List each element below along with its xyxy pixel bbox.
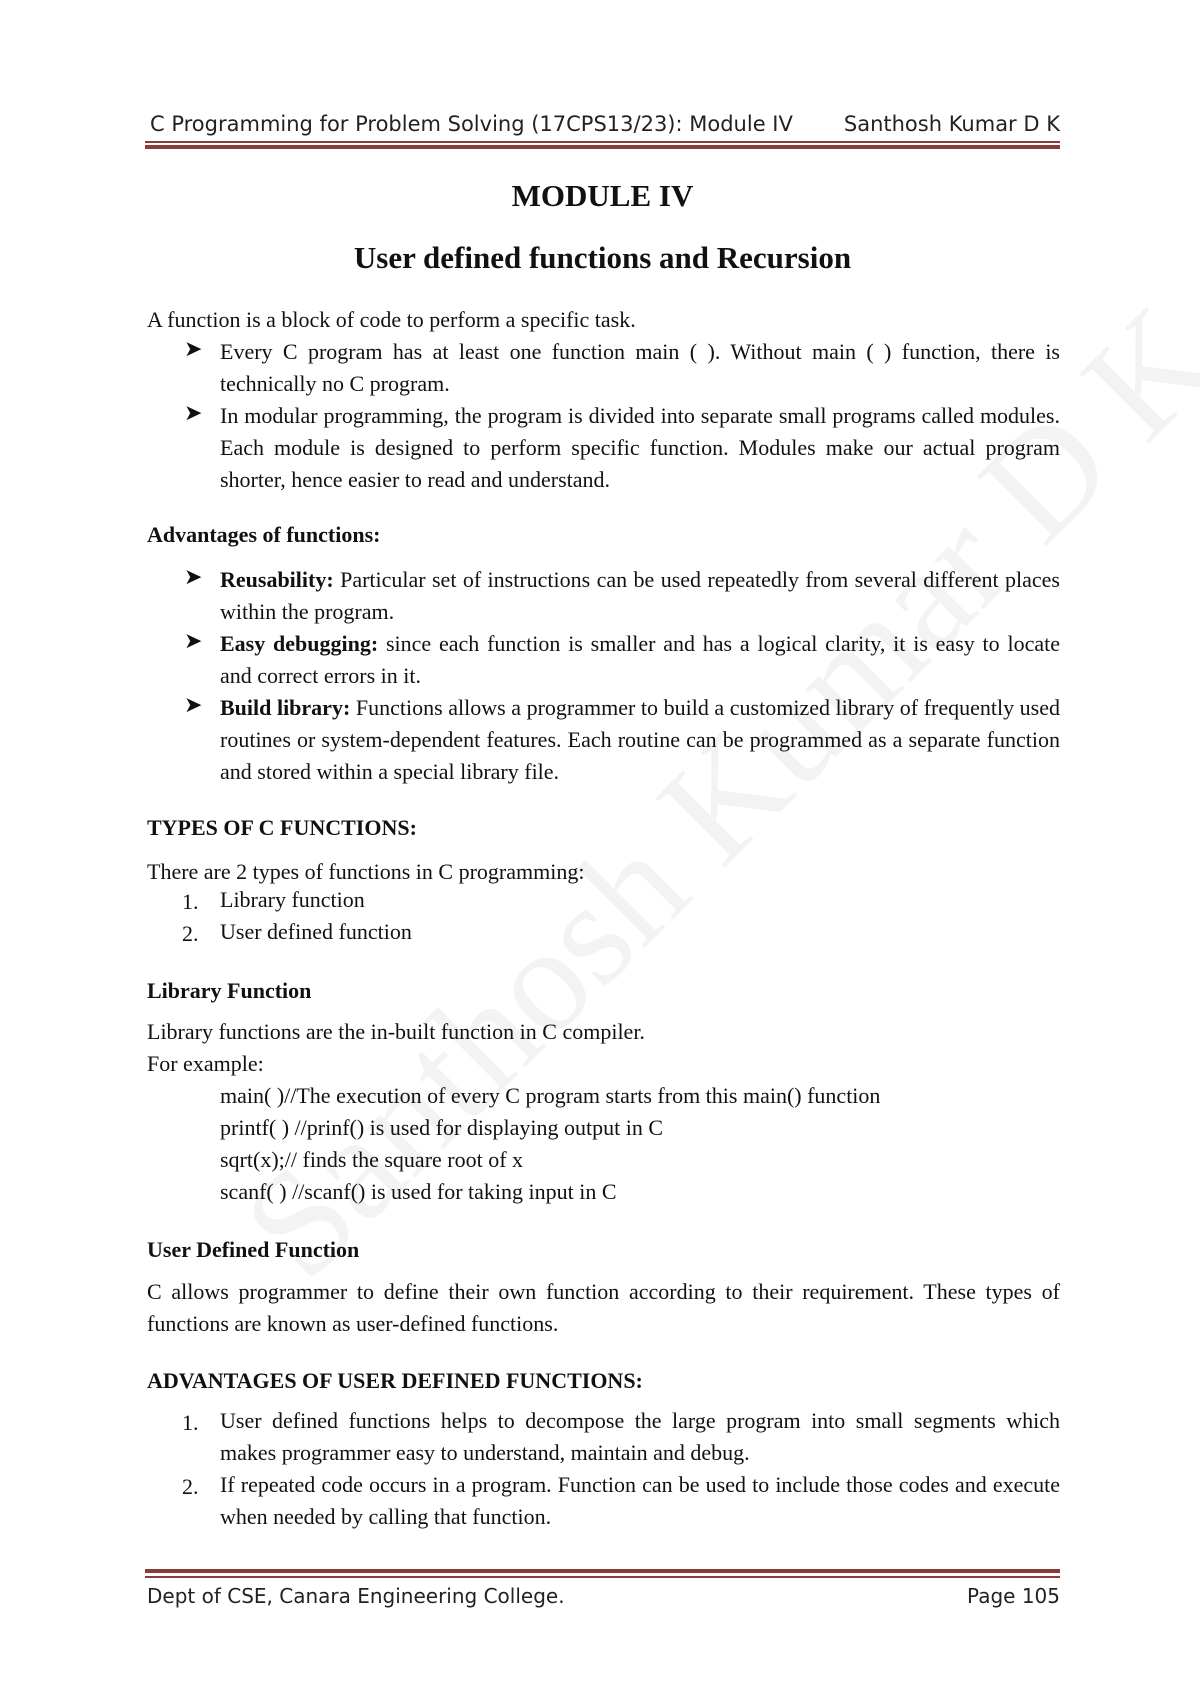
page-footer — [147, 1584, 1060, 1614]
arrow-bullet-icon: ➤ — [184, 336, 203, 361]
footer-rule-thick — [145, 1569, 1060, 1573]
page-number: Page 105 — [967, 1584, 1060, 1608]
list-number: 1. — [182, 889, 199, 914]
library-example: printf( ) //prinf() is used for displaying output in C — [220, 1115, 663, 1140]
types-item-library: Library function — [220, 887, 365, 912]
types-item-user-defined: User defined function — [220, 919, 412, 944]
list-number: 2. — [182, 921, 199, 946]
list-number: 1. — [182, 1410, 199, 1435]
module-title: MODULE IV — [511, 178, 694, 213]
library-heading: Library Function — [147, 978, 312, 1003]
module-subtitle: User defined functions and Recursion — [353, 240, 852, 275]
arrow-bullet-icon: ➤ — [184, 628, 203, 653]
library-example: main( )//The execution of every C program starts from this main() function — [220, 1083, 881, 1108]
advantages-heading: Advantages of functions: — [147, 522, 381, 547]
advantage-item-debugging — [220, 628, 1060, 692]
library-line-2: For example: — [147, 1051, 264, 1076]
advantage-text: since each function is smaller and has a logical clarity, it is easy to locate and correct errors in it. — [220, 631, 1060, 688]
intro-bullet-1: Every C program has at least one function main ( ). Without main ( ) function, there is technically no C program. — [220, 339, 1060, 396]
library-example: scanf( ) //scanf() is used for taking input in C — [220, 1179, 617, 1204]
advantage-text: Particular set of instructions can be used repeatedly from several different places within the program. — [220, 567, 1060, 624]
arrow-bullet-icon: ➤ — [184, 400, 203, 425]
user-defined-paragraph: C allows programmer to define their own function according to their requirement. These types of functions are known as user-defined functions. — [147, 1279, 1060, 1336]
user-defined-heading: User Defined Function — [147, 1237, 360, 1262]
header-course-title: C Programming for Problem Solving (17CPS13/23): Module IV — [150, 112, 793, 136]
udf-advantage-item: User defined functions helps to decompose the large program into small segments which makes programmer easy to understand, maintain and debug. — [220, 1408, 1060, 1465]
advantage-term: Reusability: — [220, 567, 334, 592]
advantage-item-reusability — [220, 564, 1060, 628]
header-rule-thin — [145, 141, 1060, 143]
footer-department: Dept of CSE, Canara Engineering College. — [147, 1584, 565, 1608]
advantage-term: Build library: — [220, 695, 351, 720]
list-number: 2. — [182, 1474, 199, 1499]
library-example: sqrt(x);// finds the square root of x — [220, 1147, 524, 1172]
types-heading: TYPES OF C FUNCTIONS: — [147, 815, 417, 840]
advantage-term: Easy debugging: — [220, 631, 379, 656]
arrow-bullet-icon: ➤ — [184, 564, 203, 589]
intro-paragraph: A function is a block of code to perform a specific task. — [147, 307, 636, 332]
advantage-text: Functions allows a programmer to build a customized library of frequently used routines or system-dependent features. Each routine can be programmed as a separate function and stored within a special library file. — [220, 695, 1061, 784]
udf-advantages-heading: ADVANTAGES OF USER DEFINED FUNCTIONS: — [147, 1368, 643, 1393]
arrow-bullet-icon: ➤ — [184, 692, 203, 717]
intro-bullet-2: In modular programming, the program is divided into separate small programs called modules. Each module is designed to perform specific function. Modules make our actual program shorter, hence easier to read and understand. — [220, 403, 1060, 492]
page-header — [145, 100, 1060, 136]
advantage-item-library — [220, 692, 1060, 788]
udf-advantage-item: If repeated code occurs in a program. Function can be used to include those codes and execute when needed by calling that function. — [220, 1472, 1060, 1529]
types-intro: There are 2 types of functions in C programming: — [147, 859, 585, 884]
library-line-1: Library functions are the in-built function in C compiler. — [147, 1019, 645, 1044]
header-rule-thick — [145, 145, 1060, 149]
footer-rule-thin — [145, 1576, 1060, 1578]
header-author: Santhosh Kumar D K — [843, 112, 1060, 136]
